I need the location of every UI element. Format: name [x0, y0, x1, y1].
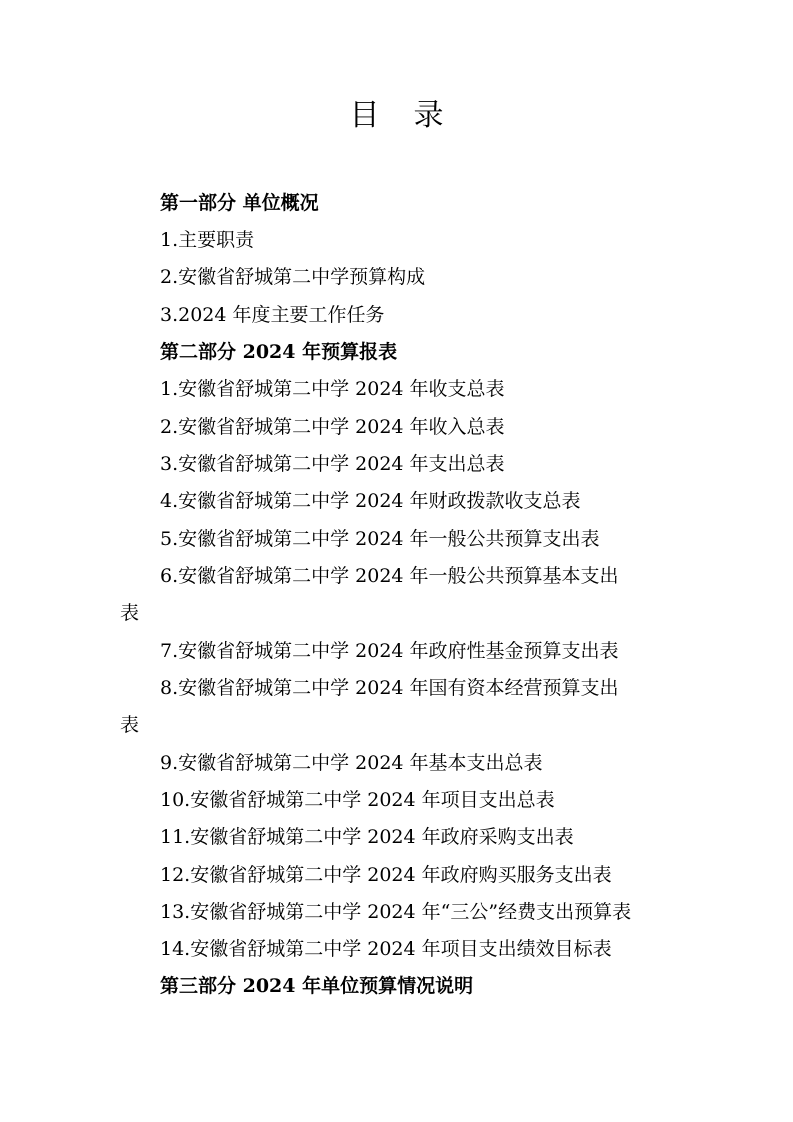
toc-item: 13.安徽省舒城第二中学 2024 年“三公”经费支出预算表 [160, 901, 632, 923]
toc-item: 2.安徽省舒城第二中学预算构成 [160, 266, 426, 288]
toc-title-char: 录 [413, 98, 444, 133]
toc-item-continuation: 表 [120, 602, 140, 624]
toc-item: 10.安徽省舒城第二中学 2024 年项目支出总表 [160, 789, 555, 811]
toc-item: 8.安徽省舒城第二中学 2024 年国有资本经营预算支出 [160, 677, 619, 699]
section-heading: 第三部分 2024 年单位预算情况说明 [160, 975, 474, 997]
toc-item: 2.安徽省舒城第二中学 2024 年收入总表 [160, 416, 505, 438]
toc-item: 4.安徽省舒城第二中学 2024 年财政拨款收支总表 [160, 490, 581, 512]
section-heading: 第一部分 单位概况 [160, 192, 319, 214]
toc-item: 5.安徽省舒城第二中学 2024 年一般公共预算支出表 [160, 528, 600, 550]
toc-item: 14.安徽省舒城第二中学 2024 年项目支出绩效目标表 [160, 938, 612, 960]
toc-item: 12.安徽省舒城第二中学 2024 年政府购买服务支出表 [160, 864, 612, 886]
toc-item: 1.安徽省舒城第二中学 2024 年收支总表 [160, 378, 505, 400]
toc-item: 1.主要职责 [160, 229, 255, 251]
toc-item-continuation: 表 [120, 714, 140, 736]
toc-title [0, 96, 793, 136]
toc-title-char: 目 [349, 98, 380, 133]
section-heading: 第二部分 2024 年预算报表 [160, 341, 398, 363]
toc-item: 7.安徽省舒城第二中学 2024 年政府性基金预算支出表 [160, 640, 619, 662]
toc-item: 3.2024 年度主要工作任务 [160, 304, 385, 326]
toc-item: 9.安徽省舒城第二中学 2024 年基本支出总表 [160, 752, 543, 774]
toc-item: 3.安徽省舒城第二中学 2024 年支出总表 [160, 453, 505, 475]
toc-item: 6.安徽省舒城第二中学 2024 年一般公共预算基本支出 [160, 565, 619, 587]
toc-item: 11.安徽省舒城第二中学 2024 年政府采购支出表 [160, 826, 574, 848]
